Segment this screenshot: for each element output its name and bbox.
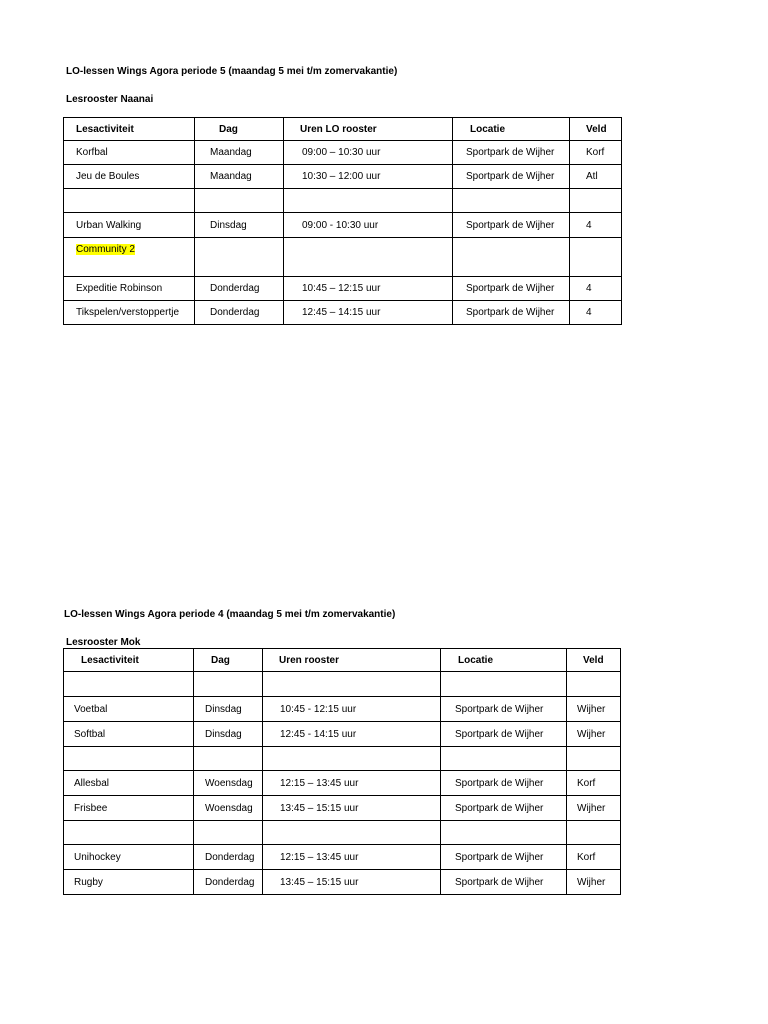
column-header: Veld — [567, 649, 621, 672]
table-cell — [284, 238, 453, 277]
table-cell — [453, 277, 570, 301]
table-cell — [64, 672, 194, 697]
table-cell — [567, 796, 621, 821]
table-cell — [64, 796, 194, 821]
table-cell — [64, 747, 194, 771]
table-row — [64, 771, 621, 796]
column-header: Uren rooster — [263, 649, 441, 672]
table-cell — [453, 189, 570, 213]
table-cell — [570, 141, 622, 165]
table-cell — [263, 821, 441, 845]
table-cell — [284, 165, 453, 189]
table-cell — [570, 213, 622, 238]
cell-text: Wijher — [577, 802, 606, 814]
table-cell — [284, 301, 453, 325]
table-row — [64, 697, 621, 722]
cell-text: Frisbee — [74, 802, 108, 814]
cell-text: Unihockey — [74, 851, 121, 863]
cell-text: 10:45 – 12:15 uur — [302, 283, 381, 294]
table-cell — [263, 697, 441, 722]
schedule-table-mok — [63, 648, 621, 895]
table-cell — [263, 771, 441, 796]
table-cell — [64, 301, 195, 325]
table-row — [64, 821, 621, 845]
table-cell — [263, 747, 441, 771]
table-cell — [453, 238, 570, 277]
cell-text: Sportpark de Wijher — [466, 283, 555, 294]
cell-text: Maandag — [210, 171, 252, 182]
cell-text: Dinsdag — [210, 219, 247, 231]
table-cell — [64, 722, 194, 747]
cell-text: Donderdag — [210, 283, 260, 294]
table-cell — [263, 672, 441, 697]
column-header: Locatie — [441, 649, 567, 672]
table-header-row — [64, 649, 621, 672]
cell-text: 10:30 – 12:00 uur — [302, 171, 381, 182]
cell-text: Urban Walking — [76, 219, 142, 231]
table-cell — [263, 796, 441, 821]
table-cell — [64, 771, 194, 796]
cell-text: Korf — [586, 147, 605, 158]
table-row — [64, 747, 621, 771]
cell-text: 09:00 – 10:30 uur — [302, 147, 381, 158]
table-cell — [284, 141, 453, 165]
table-cell — [441, 672, 567, 697]
table-cell — [567, 821, 621, 845]
cell-text: Softbal — [74, 728, 106, 740]
table-cell — [284, 277, 453, 301]
section2-subheading: Lesrooster Mok — [66, 637, 141, 648]
table-cell — [195, 301, 284, 325]
cell-text: Dinsdag — [205, 703, 242, 715]
cell-text: Sportpark de Wijher — [455, 851, 544, 863]
table-cell — [64, 189, 195, 213]
cell-text: Voetbal — [74, 703, 108, 715]
table-cell — [194, 672, 263, 697]
cell-text: Wijher — [577, 876, 606, 888]
table-cell — [194, 870, 263, 895]
table-cell — [263, 845, 441, 870]
cell-text: Wijher — [577, 728, 606, 740]
table-cell — [570, 238, 622, 277]
table-cell — [570, 165, 622, 189]
table-cell — [194, 722, 263, 747]
table-cell — [567, 672, 621, 697]
table-row — [64, 722, 621, 747]
table-cell — [64, 870, 194, 895]
table-cell — [441, 697, 567, 722]
table-cell — [194, 747, 263, 771]
cell-text: Sportpark de Wijher — [455, 802, 544, 814]
cell-text: 4 — [586, 283, 592, 294]
table-row — [64, 301, 622, 325]
cell-text: Korf — [577, 851, 596, 863]
column-header: Dag — [195, 118, 284, 141]
column-header: Lesactiviteit — [64, 649, 194, 672]
table-cell — [570, 301, 622, 325]
table-cell — [195, 277, 284, 301]
table-row — [64, 165, 622, 189]
cell-text: 12:45 – 14:15 uur — [302, 307, 381, 318]
cell-text: Allesbal — [74, 777, 110, 789]
cell-text: Atl — [586, 171, 598, 182]
table-cell — [194, 821, 263, 845]
table-cell — [567, 697, 621, 722]
table-cell — [195, 238, 284, 277]
table-row — [64, 141, 622, 165]
column-header: Locatie — [453, 118, 570, 141]
schedule-table-naanai — [63, 117, 622, 325]
cell-text: Donderdag — [205, 851, 255, 863]
cell-text: Expeditie Robinson — [76, 283, 163, 294]
table-row — [64, 189, 622, 213]
cell-text: Dinsdag — [205, 728, 242, 740]
column-header: Veld — [570, 118, 622, 141]
cell-text: Jeu de Boules — [76, 171, 140, 182]
cell-text: 4 — [586, 307, 592, 318]
cell-text: Sportpark de Wijher — [466, 219, 555, 231]
table-cell — [453, 301, 570, 325]
table-cell — [441, 845, 567, 870]
section2-heading: LO-lessen Wings Agora periode 4 (maandag 5 mei t/m zomervakantie) — [64, 609, 396, 620]
cell-text: Sportpark de Wijher — [466, 171, 555, 182]
table-cell — [195, 189, 284, 213]
table-cell — [195, 213, 284, 238]
cell-text: Maandag — [210, 147, 252, 158]
section1-subheading: Lesrooster Naanai — [66, 94, 154, 105]
table-row — [64, 213, 622, 238]
cell-text: Community 2 — [76, 244, 135, 255]
table-cell — [284, 189, 453, 213]
table-cell — [453, 165, 570, 189]
cell-text: Woensdag — [205, 802, 253, 814]
table-cell — [441, 796, 567, 821]
section1-heading: LO-lessen Wings Agora periode 5 (maandag 5 mei t/m zomervakantie) — [66, 66, 398, 77]
table-cell — [194, 771, 263, 796]
column-header: Dag — [194, 649, 263, 672]
cell-text: 10:45 - 12:15 uur — [280, 703, 357, 715]
table-cell — [195, 165, 284, 189]
table-cell — [64, 213, 195, 238]
table-cell — [64, 141, 195, 165]
cell-text: 12:45 - 14:15 uur — [280, 728, 357, 740]
cell-text: 12:15 – 13:45 uur — [280, 777, 359, 789]
cell-text: 13:45 – 15:15 uur — [280, 876, 359, 888]
cell-text: Woensdag — [205, 777, 253, 789]
table-cell — [453, 213, 570, 238]
table-row — [64, 870, 621, 895]
table-cell — [64, 697, 194, 722]
table-cell — [567, 747, 621, 771]
table-cell — [64, 277, 195, 301]
cell-text: Tikspelen/verstoppertje — [76, 307, 180, 318]
cell-text: 12:15 – 13:45 uur — [280, 851, 359, 863]
cell-text: Donderdag — [210, 307, 260, 318]
table-cell — [194, 697, 263, 722]
cell-text: Wijher — [577, 703, 606, 715]
table-cell — [570, 189, 622, 213]
cell-text: Sportpark de Wijher — [455, 728, 544, 740]
table-cell — [441, 747, 567, 771]
table-cell — [567, 870, 621, 895]
table-cell — [64, 821, 194, 845]
table-cell — [441, 821, 567, 845]
table-cell — [194, 796, 263, 821]
table-cell — [567, 771, 621, 796]
table-cell — [64, 845, 194, 870]
cell-text: Sportpark de Wijher — [455, 876, 544, 888]
table-header-row — [64, 118, 622, 141]
table-cell — [195, 141, 284, 165]
table-cell — [453, 141, 570, 165]
table-cell — [567, 845, 621, 870]
column-header: Uren LO rooster — [284, 118, 453, 141]
cell-text: Sportpark de Wijher — [455, 703, 544, 715]
cell-text: 09:00 - 10:30 uur — [302, 219, 379, 231]
table-cell — [263, 722, 441, 747]
cell-text: 4 — [586, 219, 592, 231]
table-cell — [567, 722, 621, 747]
cell-text: 13:45 – 15:15 uur — [280, 802, 359, 814]
cell-text: Sportpark de Wijher — [466, 147, 555, 158]
table-cell — [441, 771, 567, 796]
cell-text: Sportpark de Wijher — [455, 777, 544, 789]
cell-text: Donderdag — [205, 876, 255, 888]
table-row — [64, 277, 622, 301]
table-row — [64, 796, 621, 821]
table-row — [64, 238, 622, 277]
table-cell — [263, 870, 441, 895]
table-cell — [284, 213, 453, 238]
cell-text: Korfbal — [76, 147, 108, 158]
table-cell — [441, 722, 567, 747]
table-cell — [64, 165, 195, 189]
table-cell — [64, 238, 195, 277]
table-cell — [194, 845, 263, 870]
column-header: Lesactiviteit — [64, 118, 195, 141]
table-row — [64, 845, 621, 870]
cell-text: Korf — [577, 777, 596, 789]
cell-text: Rugby — [74, 876, 103, 888]
table-cell — [441, 870, 567, 895]
table-cell — [570, 277, 622, 301]
table-row — [64, 672, 621, 697]
cell-text: Sportpark de Wijher — [466, 307, 555, 318]
